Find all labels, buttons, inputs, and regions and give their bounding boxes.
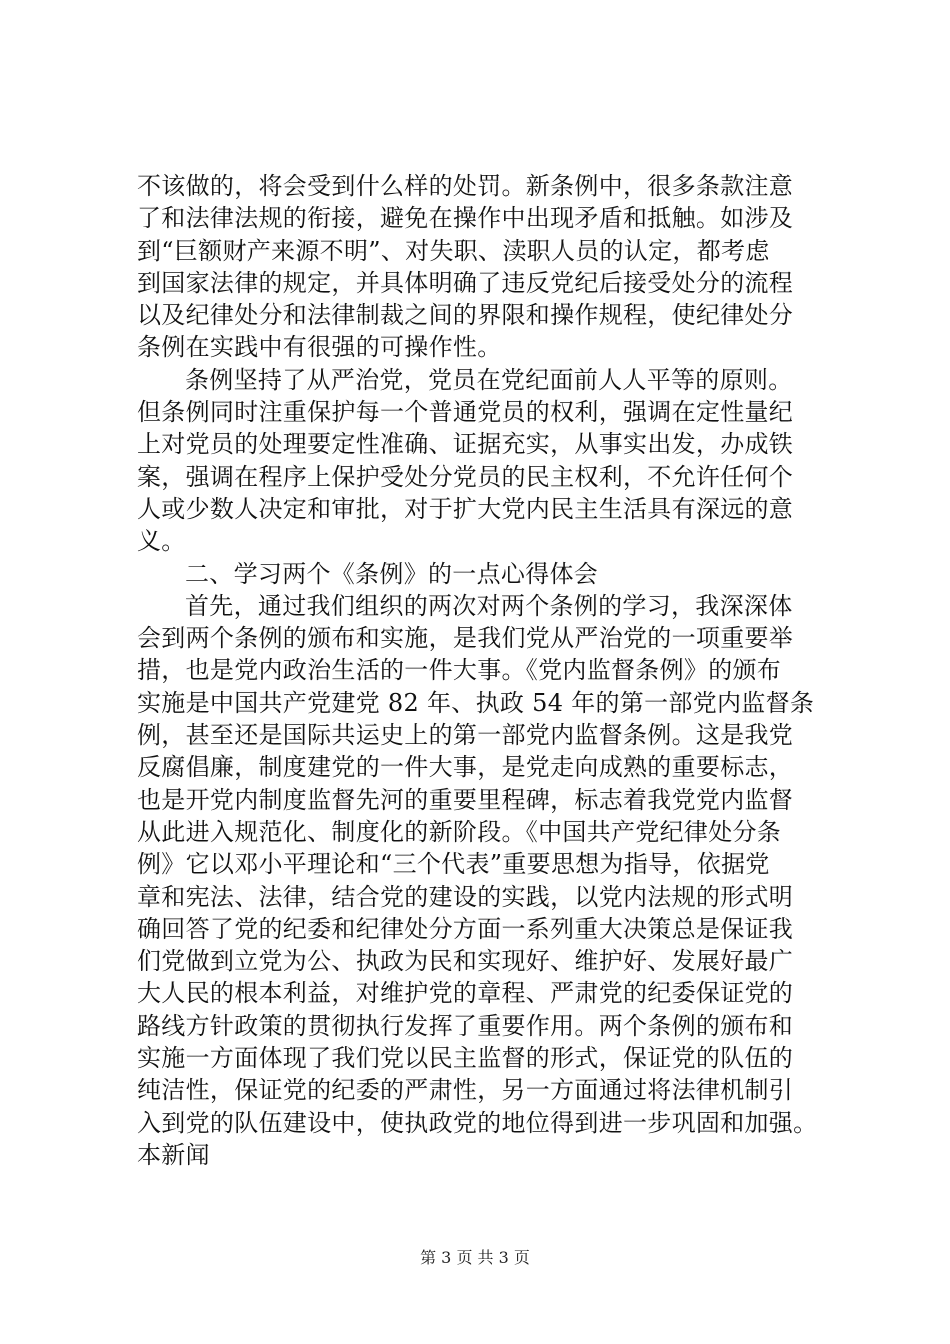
- text-line: 纯洁性，保证党的纪委的严肃性，另一方面通过将法律机制引: [137, 1076, 794, 1105]
- paragraph-first-line: 首先，通过我们组织的两次对两个条例的学习，我深深体: [185, 591, 793, 620]
- text-line: 实施一方面体现了我们党以民主监督的形式，保证党的队伍的: [137, 1044, 794, 1073]
- text-line: 到“巨额财产来源不明”、对失职、渎职人员的认定，都考虑: [137, 236, 770, 265]
- text-line: 也是开党内制度监督先河的重要里程碑，标志着我党党内监督: [137, 785, 794, 814]
- text-line: 措，也是党内政治生活的一件大事。《党内监督条例》的颁布: [137, 656, 782, 685]
- paragraph-first-line: 条例坚持了从严治党，党员在党纪面前人人平等的原则。: [185, 365, 793, 394]
- text-line: 确回答了党的纪委和纪律处分方面一系列重大决策总是保证我: [137, 914, 794, 943]
- section-heading: 二、学习两个《条例》的一点心得体会: [185, 559, 599, 588]
- text-line: 了和法律法规的衔接，避免在操作中出现矛盾和抵触。如涉及: [137, 204, 794, 233]
- text-line: 不该做的，将会受到什么样的处罚。新条例中，很多条款注意: [137, 172, 794, 200]
- text-line: 本新闻: [137, 1140, 210, 1169]
- document-body: [137, 170, 857, 1171]
- page-footer: 第 3 页 共 3 页: [420, 1248, 530, 1267]
- text-line: 案，强调在程序上保护受处分党员的民主权利，不允许任何个: [137, 462, 794, 491]
- text-line: 从此进入规范化、制度化的新阶段。《中国共产党纪律处分条: [137, 817, 782, 846]
- text-line: 条例在实践中有很强的可操作性。: [137, 333, 502, 362]
- text-line: 例》它以邓小平理论和“三个代表”重要思想为指导，依据党: [137, 850, 770, 879]
- text-line: 会到两个条例的颁布和实施，是我们党从严治党的一项重要举: [137, 624, 794, 653]
- text-line: 上对党员的处理要定性准确、证据充实，从事实出发，办成铁: [137, 430, 794, 459]
- text-line: 入到党的队伍建设中，使执政党的地位得到进一步巩固和加强。: [137, 1108, 818, 1137]
- text-line: 实施是中国共产党建党 82 年、执政 54 年的第一部党内监督条: [137, 688, 815, 717]
- text-line: 义。: [137, 527, 186, 556]
- text-line: 反腐倡廉，制度建党的一件大事，是党走向成熟的重要标志，: [137, 753, 794, 782]
- text-line: 到国家法律的规定，并具体明确了违反党纪后接受处分的流程: [137, 268, 794, 297]
- text-line: 以及纪律处分和法律制裁之间的界限和操作规程，使纪律处分: [137, 301, 794, 330]
- text-line: 大人民的根本利益，对维护党的章程、严肃党的纪委保证党的: [137, 979, 794, 1008]
- text-line: 例，甚至还是国际共运史上的第一部党内监督条例。这是我党: [137, 721, 794, 750]
- text-line: 路线方针政策的贯彻执行发挥了重要作用。两个条例的颁布和: [137, 1011, 794, 1040]
- text-line: 但条例同时注重保护每一个普通党员的权利，强调在定性量纪: [137, 398, 794, 427]
- text-line: 们党做到立党为公、执政为民和实现好、维护好、发展好最广: [137, 947, 794, 976]
- text-line: 人或少数人决定和审批，对于扩大党内民主生活具有深远的意: [137, 494, 794, 523]
- text-line: 章和宪法、法律，结合党的建设的实践，以党内法规的形式明: [137, 882, 794, 911]
